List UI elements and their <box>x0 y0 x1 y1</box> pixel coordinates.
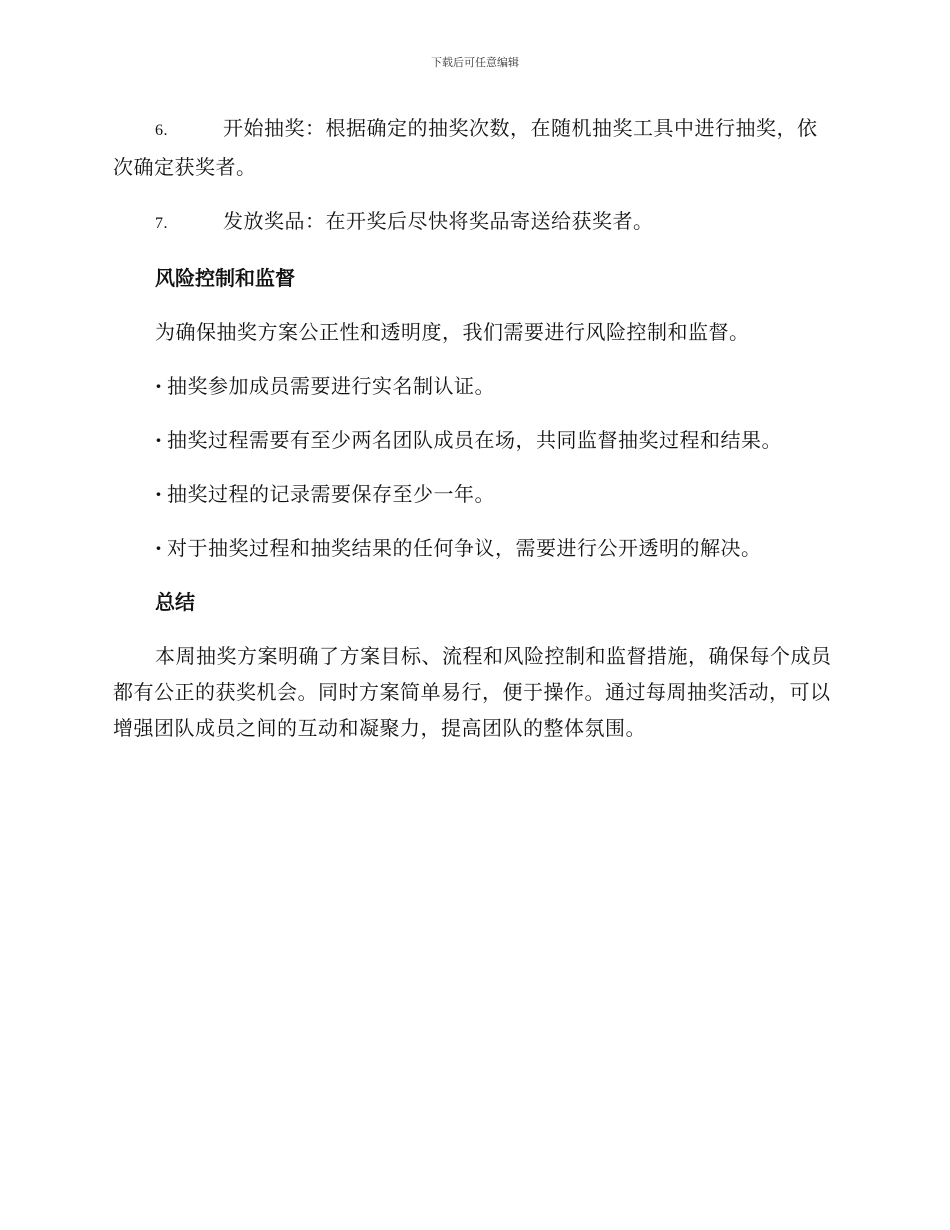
bullet-item <box>155 368 833 404</box>
bullet-marker: · <box>155 482 163 506</box>
bullet-item <box>155 476 833 512</box>
step-number: 7. <box>155 215 168 232</box>
step-item-7 <box>113 203 833 242</box>
summary-section-heading: 总结 <box>155 590 195 614</box>
bullet-item <box>155 530 833 566</box>
bullet-marker: · <box>155 536 163 560</box>
bullet-item <box>155 422 833 458</box>
bullet-text: 抽奖过程的记录需要保存至少一年。 <box>167 482 495 506</box>
bullet-marker: · <box>155 428 163 452</box>
document-body <box>113 110 833 764</box>
step-text: 开始抽奖：根据确定的抽奖次数，在随机抽奖工具中进行抽奖，依次确定获奖者。 <box>113 116 818 179</box>
page-header-note: 下载后可任意编辑 <box>431 56 519 69</box>
step-number: 6. <box>155 122 168 139</box>
step-text: 发放奖品：在开奖后尽快将奖品寄送给获奖者。 <box>223 209 654 233</box>
bullet-marker: · <box>155 374 163 398</box>
bullet-text: 对于抽奖过程和抽奖结果的任何争议，需要进行公开透明的解决。 <box>167 536 762 560</box>
risk-section-intro: 为确保抽奖方案公正性和透明度，我们需要进行风险控制和监督。 <box>155 320 750 344</box>
bullet-text: 抽奖参加成员需要进行实名制认证。 <box>167 374 495 398</box>
step-item-6 <box>113 110 833 185</box>
risk-section-heading: 风险控制和监督 <box>155 266 295 290</box>
bullet-text: 抽奖过程需要有至少两名团队成员在场，共同监督抽奖过程和结果。 <box>167 428 782 452</box>
summary-body: 本周抽奖方案明确了方案目标、流程和风险控制和监督措施，确保每个成员都有公正的获奖机会。同时方案简单易行，便于操作。通过每周抽奖活动，可以增强团队成员之间的互动和凝聚力，提高团队的整体氛围。 <box>113 644 832 740</box>
